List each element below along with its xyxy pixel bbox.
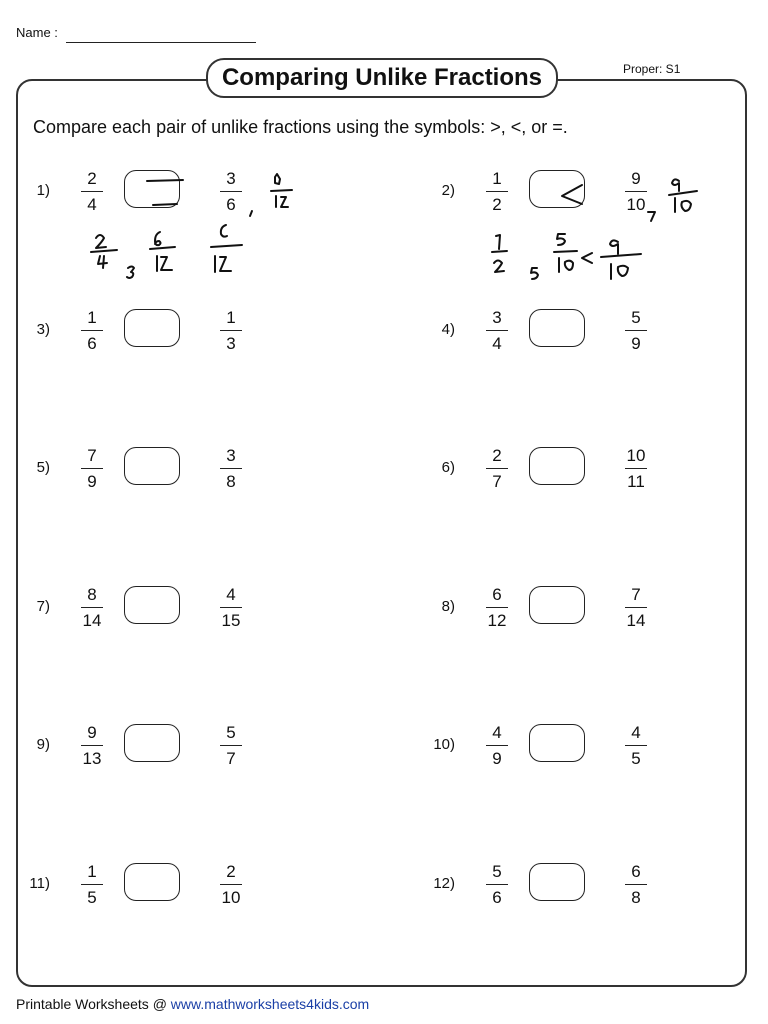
name-label: Name : bbox=[16, 25, 58, 40]
fraction-right bbox=[616, 722, 656, 770]
answer-box[interactable] bbox=[529, 170, 585, 208]
denominator: 4 bbox=[492, 334, 502, 353]
fraction-bar bbox=[81, 884, 103, 885]
fraction-left bbox=[72, 445, 112, 493]
numerator: 4 bbox=[631, 723, 641, 742]
worksheet-title: Comparing Unlike Fractions bbox=[206, 58, 558, 98]
numerator: 3 bbox=[492, 308, 502, 327]
answer-box[interactable] bbox=[124, 309, 180, 347]
problem-5 bbox=[20, 445, 350, 505]
answer-box[interactable] bbox=[124, 586, 180, 624]
numerator: 4 bbox=[226, 585, 236, 604]
fraction-bar bbox=[625, 330, 647, 331]
fraction-bar bbox=[625, 884, 647, 885]
answer-box[interactable] bbox=[529, 447, 585, 485]
fraction-bar bbox=[81, 607, 103, 608]
problem-number: 7) bbox=[36, 598, 50, 615]
problem-7 bbox=[20, 584, 350, 644]
fraction-left bbox=[72, 861, 112, 909]
fraction-bar bbox=[486, 468, 508, 469]
numerator: 1 bbox=[87, 308, 97, 327]
problem-number: 2) bbox=[441, 182, 455, 199]
problem-number: 8) bbox=[441, 598, 455, 615]
numerator: 1 bbox=[226, 308, 236, 327]
fraction-bar bbox=[486, 607, 508, 608]
problem-11 bbox=[20, 861, 350, 921]
fraction-left bbox=[72, 307, 112, 355]
fraction-bar bbox=[625, 468, 647, 469]
fraction-bar bbox=[220, 191, 242, 192]
denominator: 4 bbox=[87, 195, 97, 214]
denominator: 2 bbox=[492, 195, 502, 214]
fraction-bar bbox=[220, 468, 242, 469]
fraction-bar bbox=[220, 330, 242, 331]
numerator: 3 bbox=[226, 169, 236, 188]
fraction-bar bbox=[625, 191, 647, 192]
footer-link[interactable]: www.mathworksheets4kids.com bbox=[170, 996, 370, 1012]
fraction-left bbox=[72, 722, 112, 770]
fraction-bar bbox=[625, 745, 647, 746]
fraction-right bbox=[211, 445, 251, 493]
fraction-bar bbox=[220, 745, 242, 746]
numerator: 5 bbox=[492, 862, 502, 881]
numerator: 9 bbox=[631, 169, 641, 188]
fraction-bar bbox=[220, 607, 242, 608]
fraction-bar bbox=[486, 745, 508, 746]
denominator: 3 bbox=[226, 334, 236, 353]
denominator: 9 bbox=[87, 472, 97, 491]
denominator: 14 bbox=[82, 611, 102, 630]
problem-number: 11) bbox=[29, 875, 50, 892]
answer-box[interactable] bbox=[124, 724, 180, 762]
numerator: 8 bbox=[87, 585, 97, 604]
fraction-bar bbox=[220, 884, 242, 885]
denominator: 8 bbox=[226, 472, 236, 491]
problem-number: 4) bbox=[441, 321, 455, 338]
denominator: 10 bbox=[221, 888, 241, 907]
denominator: 6 bbox=[87, 334, 97, 353]
denominator: 10 bbox=[626, 195, 646, 214]
fraction-left bbox=[477, 445, 517, 493]
name-line[interactable] bbox=[66, 42, 256, 43]
answer-box[interactable] bbox=[124, 863, 180, 901]
fraction-right bbox=[211, 584, 251, 632]
problem-number: 1) bbox=[36, 182, 50, 199]
problem-1 bbox=[20, 168, 350, 228]
denominator: 7 bbox=[492, 472, 502, 491]
numerator: 10 bbox=[626, 446, 646, 465]
denominator: 6 bbox=[492, 888, 502, 907]
answer-box[interactable] bbox=[124, 447, 180, 485]
problem-number: 6) bbox=[441, 459, 455, 476]
problem-12 bbox=[425, 861, 755, 921]
fraction-left bbox=[72, 168, 112, 216]
denominator: 8 bbox=[631, 888, 641, 907]
denominator: 14 bbox=[626, 611, 646, 630]
problem-8 bbox=[425, 584, 755, 644]
numerator: 2 bbox=[492, 446, 502, 465]
level-label: Proper: S1 bbox=[623, 62, 681, 76]
problem-number: 5) bbox=[36, 459, 50, 476]
answer-box[interactable] bbox=[529, 724, 585, 762]
numerator: 7 bbox=[631, 585, 641, 604]
problem-number: 10) bbox=[433, 736, 455, 753]
fraction-right bbox=[616, 445, 656, 493]
answer-box[interactable] bbox=[529, 586, 585, 624]
denominator: 11 bbox=[627, 472, 645, 491]
fraction-bar bbox=[486, 884, 508, 885]
numerator: 4 bbox=[492, 723, 502, 742]
problem-3 bbox=[20, 307, 350, 367]
denominator: 5 bbox=[631, 749, 641, 768]
numerator: 3 bbox=[226, 446, 236, 465]
answer-box[interactable] bbox=[124, 170, 180, 208]
fraction-left bbox=[477, 307, 517, 355]
footer-prefix: Printable Worksheets @ bbox=[16, 996, 171, 1012]
numerator: 6 bbox=[492, 585, 502, 604]
fraction-bar bbox=[81, 468, 103, 469]
answer-box[interactable] bbox=[529, 863, 585, 901]
fraction-bar bbox=[625, 607, 647, 608]
fraction-right bbox=[616, 861, 656, 909]
fraction-right bbox=[211, 168, 251, 216]
problem-number: 12) bbox=[433, 875, 455, 892]
denominator: 6 bbox=[226, 195, 236, 214]
numerator: 1 bbox=[87, 862, 97, 881]
fraction-left bbox=[477, 584, 517, 632]
fraction-right bbox=[211, 307, 251, 355]
fraction-right bbox=[616, 168, 656, 216]
answer-box[interactable] bbox=[529, 309, 585, 347]
denominator: 12 bbox=[487, 611, 507, 630]
denominator: 9 bbox=[631, 334, 641, 353]
fraction-bar bbox=[486, 330, 508, 331]
fraction-bar bbox=[81, 330, 103, 331]
numerator: 2 bbox=[87, 169, 97, 188]
numerator: 2 bbox=[226, 862, 236, 881]
fraction-left bbox=[477, 722, 517, 770]
denominator: 9 bbox=[492, 749, 502, 768]
fraction-left bbox=[72, 584, 112, 632]
problem-number: 3) bbox=[36, 321, 50, 338]
problem-number: 9) bbox=[36, 736, 50, 753]
fraction-right bbox=[211, 722, 251, 770]
fraction-bar bbox=[81, 191, 103, 192]
numerator: 6 bbox=[631, 862, 641, 881]
problem-6 bbox=[425, 445, 755, 505]
problem-9 bbox=[20, 722, 350, 782]
denominator: 13 bbox=[82, 749, 102, 768]
instructions: Compare each pair of unlike fractions using the symbols: >, <, or =. bbox=[33, 117, 568, 137]
denominator: 7 bbox=[226, 749, 236, 768]
denominator: 5 bbox=[87, 888, 97, 907]
fraction-bar bbox=[81, 745, 103, 746]
numerator: 9 bbox=[87, 723, 97, 742]
footer bbox=[16, 996, 369, 1012]
problem-10 bbox=[425, 722, 755, 782]
numerator: 5 bbox=[226, 723, 236, 742]
fraction-left bbox=[477, 861, 517, 909]
problem-2 bbox=[425, 168, 755, 228]
numerator: 1 bbox=[492, 169, 502, 188]
numerator: 5 bbox=[631, 308, 641, 327]
numerator: 7 bbox=[87, 446, 97, 465]
fraction-left bbox=[477, 168, 517, 216]
denominator: 15 bbox=[221, 611, 241, 630]
problem-4 bbox=[425, 307, 755, 367]
fraction-right bbox=[616, 307, 656, 355]
fraction-bar bbox=[486, 191, 508, 192]
fraction-right bbox=[616, 584, 656, 632]
fraction-right bbox=[211, 861, 251, 909]
